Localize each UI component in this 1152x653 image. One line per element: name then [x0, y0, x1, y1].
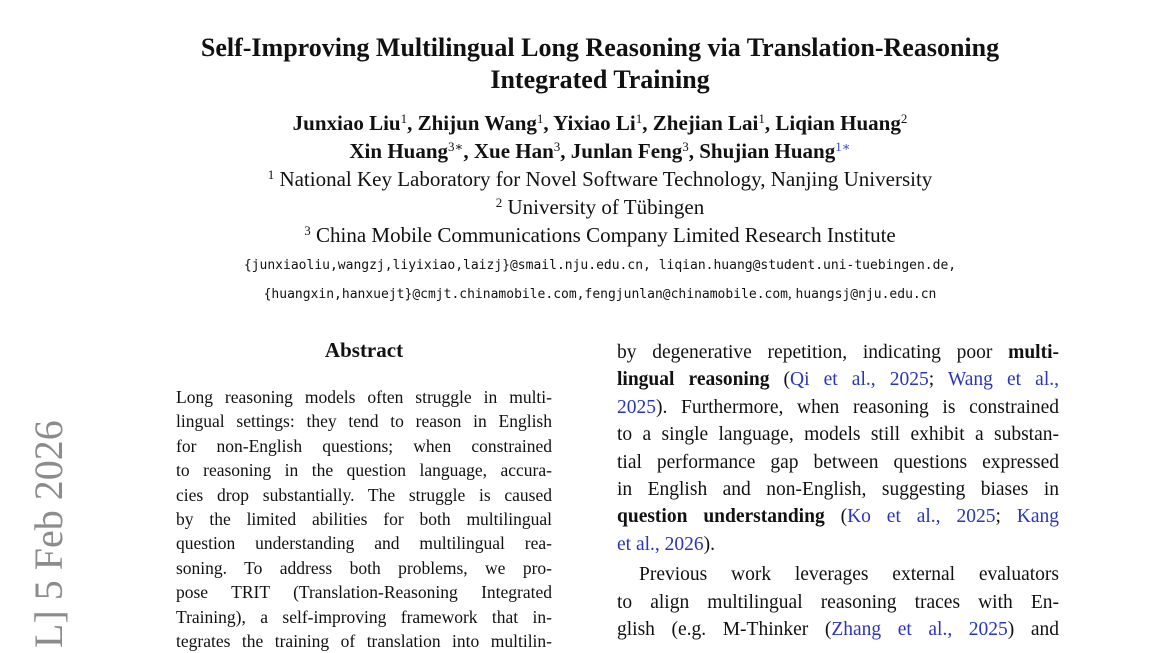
- author-sep: ,: [543, 111, 554, 135]
- author-list: [120, 109, 1080, 165]
- abstract-line: soning. To address both problems, we pro-: [176, 557, 552, 578]
- abstract-line: pose TRIT (Translation-Reasoning Integrated: [176, 582, 552, 603]
- body-line: to a single language, models still exhibit a substan-: [617, 424, 1059, 446]
- bold-phrase: question understanding: [617, 506, 825, 528]
- body-line: [617, 503, 1059, 530]
- abstract-line: cies drop substantially. The struggle is caused: [176, 484, 552, 505]
- author-line-2: [120, 137, 1080, 165]
- abstract-line: tegrates the training of translation into multilin-: [176, 630, 552, 651]
- email-text: huangsj@nju.edu.cn: [795, 287, 937, 302]
- body-text: (: [769, 369, 791, 391]
- body-line: Previous work leverages external evaluators: [639, 564, 1059, 586]
- abstract-line: to reasoning in the question language, accura-: [176, 460, 552, 481]
- citation-link[interactable]: Qi et al., 2025: [790, 369, 929, 391]
- body-text: (: [824, 506, 848, 528]
- email-line-1: [120, 256, 1080, 276]
- arxiv-side-stamp: L] 5 Feb 2026: [26, 420, 71, 648]
- author: Liqian Huang: [775, 111, 901, 135]
- body-line: [617, 339, 1059, 366]
- author-affil-mark: 1: [400, 111, 408, 126]
- author-affil-mark: 1: [635, 111, 643, 126]
- author-sep: ,: [560, 139, 571, 163]
- paragraph-2: [617, 561, 1059, 588]
- author: Junlan Feng: [570, 139, 683, 163]
- body-text: ). Furthermore, when reasoning is constrained: [656, 396, 1059, 418]
- citation-link[interactable]: et al., 2026: [617, 533, 704, 555]
- abstract-line: question understanding and multilingual rea-: [176, 533, 552, 554]
- author: Xue Han: [473, 139, 554, 163]
- citation-link[interactable]: 2025: [617, 396, 656, 418]
- email-text: {junxiaoliu,wangzj,liyixiao,laizj}@smail.nju.edu.cn, liqian.huang@student.uni-tuebingen.de,: [243, 258, 957, 273]
- body-line: [617, 366, 1059, 393]
- affiliation-2: [120, 193, 1080, 221]
- affiliation-1: [120, 165, 1080, 193]
- citation-link[interactable]: Ko et al., 2025: [847, 506, 996, 528]
- affiliation-mark: 3: [304, 223, 311, 238]
- body-line: [617, 531, 1059, 558]
- body-text: ;: [928, 369, 948, 391]
- affiliation-text: National Key Laboratory for Novel Software Technology, Nanjing University: [274, 167, 933, 191]
- author-affil-mark: 1: [536, 111, 544, 126]
- author-line-1: [120, 109, 1080, 137]
- author-sep: ,: [688, 139, 700, 163]
- author: Xin Huang: [349, 139, 449, 163]
- body-text: by degenerative repetition, indicating poor: [617, 342, 1009, 363]
- title-line-2: Integrated Training: [490, 65, 710, 94]
- author: Yixiao Li: [553, 111, 636, 135]
- author-sep: ,: [642, 111, 653, 135]
- affiliation-mark: 1: [267, 167, 275, 182]
- citation-link[interactable]: Wang et al.,: [947, 369, 1059, 391]
- abstract-heading: Abstract: [324, 338, 404, 362]
- author: Zhejian Lai: [652, 111, 759, 135]
- author: Shujian Huang: [699, 139, 836, 163]
- author-sep: ,: [463, 139, 474, 163]
- author-affil-mark: 1: [758, 111, 765, 126]
- abstract-body: [176, 385, 552, 653]
- abstract-line: lingual settings: they tend to reason in English: [176, 411, 552, 432]
- author-affil-mark: 3: [553, 139, 561, 154]
- author-affil-mark: 1∗: [835, 139, 851, 154]
- title-line-1: Self-Improving Multilingual Long Reasoning via Translation-Reasoning: [200, 33, 1000, 62]
- email-separator: ,: [788, 286, 796, 302]
- author-affil-mark: 2: [900, 111, 908, 126]
- author-sep: ,: [764, 111, 776, 135]
- intro-body: [617, 339, 1059, 643]
- abstract-line: Long reasoning models often struggle in multi-: [176, 387, 552, 407]
- abstract-line: by the limited abilities for both multilingual: [176, 508, 552, 529]
- citation-link[interactable]: Zhang et al., 2025: [831, 618, 1008, 640]
- email-text: {huangxin,hanxuejt}@cmjt.chinamobile.com,fengjunlan@chinamobile.com: [263, 287, 788, 302]
- affiliation-text: University of Tübingen: [502, 195, 705, 219]
- author: Zhijun Wang: [417, 111, 537, 135]
- author-affil-mark: 3∗: [448, 139, 464, 154]
- body-line: [617, 616, 1059, 643]
- paper-title: [140, 32, 1060, 96]
- bold-phrase: multi-: [1008, 342, 1059, 363]
- body-text: glish (e.g. M-Thinker (: [617, 618, 832, 640]
- bold-phrase: lingual reasoning: [617, 369, 770, 391]
- email-line-2: [120, 284, 1080, 305]
- affiliation-mark: 2: [495, 195, 503, 210]
- body-line: [617, 394, 1059, 421]
- author-affil-mark: 3: [682, 139, 689, 154]
- abstract-line: Training), a self-improving framework that in-: [176, 606, 552, 627]
- author-sep: ,: [407, 111, 418, 135]
- author: Junxiao Liu: [292, 111, 401, 135]
- body-line: in English and non-English, suggesting biases in: [617, 478, 1059, 500]
- affiliation-3: [120, 221, 1080, 249]
- body-line: to align multilingual reasoning traces with En-: [617, 591, 1059, 613]
- body-line: tial performance gap between questions expressed: [617, 451, 1059, 473]
- body-text: ).: [703, 533, 716, 555]
- body-text: ;: [995, 506, 1017, 528]
- citation-link[interactable]: Kang: [1016, 506, 1059, 528]
- affiliation-text: China Mobile Communications Company Limited Research Institute: [310, 223, 896, 247]
- body-text: ) and: [1007, 618, 1059, 640]
- abstract-line: for non-English questions; when constrained: [176, 435, 552, 456]
